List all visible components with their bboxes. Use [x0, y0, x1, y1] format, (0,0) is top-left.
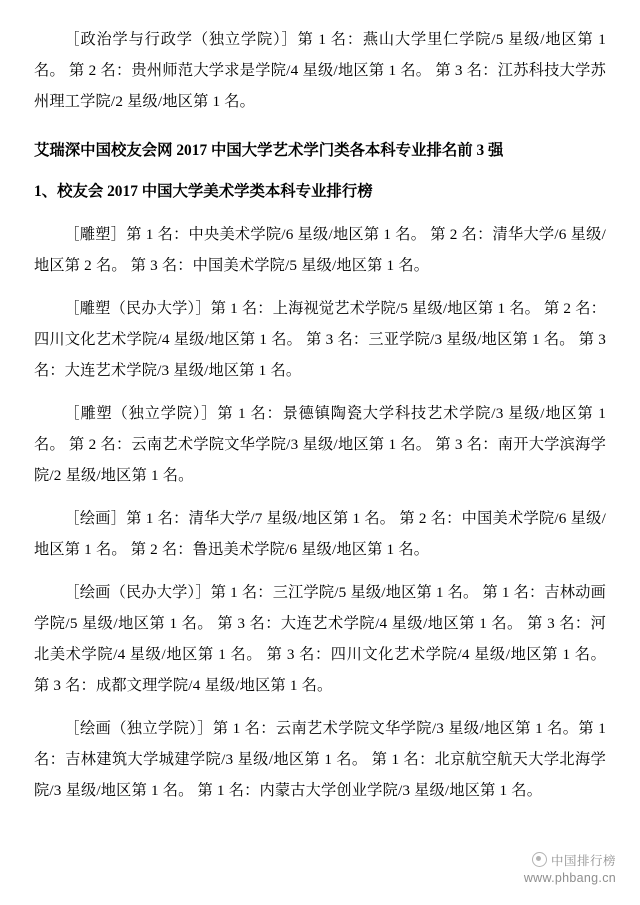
section-subheading: 1、校友会 2017 中国大学美术学类本科专业排行榜	[34, 183, 373, 200]
paragraph-politics-independent: ［政治学与行政学（独立学院）］第 1 名：燕山大学里仁学院/5 星级/地区第 1 名。 第 2 名：贵州师范大学求是学院/4 星级/地区第 1 名。 第 3 名：江苏科技大学苏州理工学院/2 星级/地区第 1 名。	[34, 31, 606, 110]
paragraph-painting-private: ［绘画（民办大学）］第 1 名：三江学院/5 星级/地区第 1 名。 第 1 名：吉林动画学院/5 星级/地区第 1 名。 第 3 名：大连艺术学院/4 星级/地区第 1 名。 第 3 名：河北美术学院/4 星级/地区第 1 名。 第 3 名：四川文化艺术学院/4 星级/地区第 1 名。 第 3 名：成都文理学院/4 星级/地区第 1 名。	[34, 584, 606, 694]
paragraph-sculpture-private: ［雕塑（民办大学）］第 1 名：上海视觉艺术学院/5 星级/地区第 1 名。 第 2 名：四川文化艺术学院/4 星级/地区第 1 名。 第 3 名：三亚学院/3 星级/地区第 1 名。 第 3 名：大连艺术学院/3 星级/地区第 1 名。	[34, 300, 606, 379]
circle-logo-icon	[532, 852, 547, 867]
paragraph-painting: ［绘画］第 1 名：清华大学/7 星级/地区第 1 名。 第 2 名：中国美术学院/6 星级/地区第 1 名。 第 2 名：鲁迅美术学院/6 星级/地区第 1 名。	[34, 510, 606, 558]
watermark-site-name: 中国排行榜	[550, 854, 616, 868]
watermark	[524, 852, 616, 887]
watermark-site-name-row	[524, 852, 616, 870]
paragraph-sculpture: ［雕塑］第 1 名：中央美术学院/6 星级/地区第 1 名。 第 2 名：清华大学/6 星级/地区第 2 名。 第 3 名：中国美术学院/5 星级/地区第 1 名。	[34, 226, 606, 274]
section-heading: 艾瑞深中国校友会网 2017 中国大学艺术学门类各本科专业排名前 3 强	[34, 142, 504, 159]
watermark-url: www.phbang.cn	[523, 871, 616, 885]
paragraph-painting-independent: ［绘画（独立学院）］第 1 名：云南艺术学院文华学院/3 星级/地区第 1 名。第 1 名：吉林建筑大学城建学院/3 星级/地区第 1 名。 第 1 名：北京航空航天大学北海学院/3 星级/地区第 1 名。 第 1 名：内蒙古大学创业学院/3 星级/地区第 1 名。	[34, 720, 606, 799]
paragraph-sculpture-independent: ［雕塑（独立学院）］第 1 名：景德镇陶瓷大学科技艺术学院/3 星级/地区第 1 名。 第 2 名：云南艺术学院文华学院/3 星级/地区第 1 名。 第 3 名：南开大学滨海学院/2 星级/地区第 1 名。	[34, 405, 606, 484]
